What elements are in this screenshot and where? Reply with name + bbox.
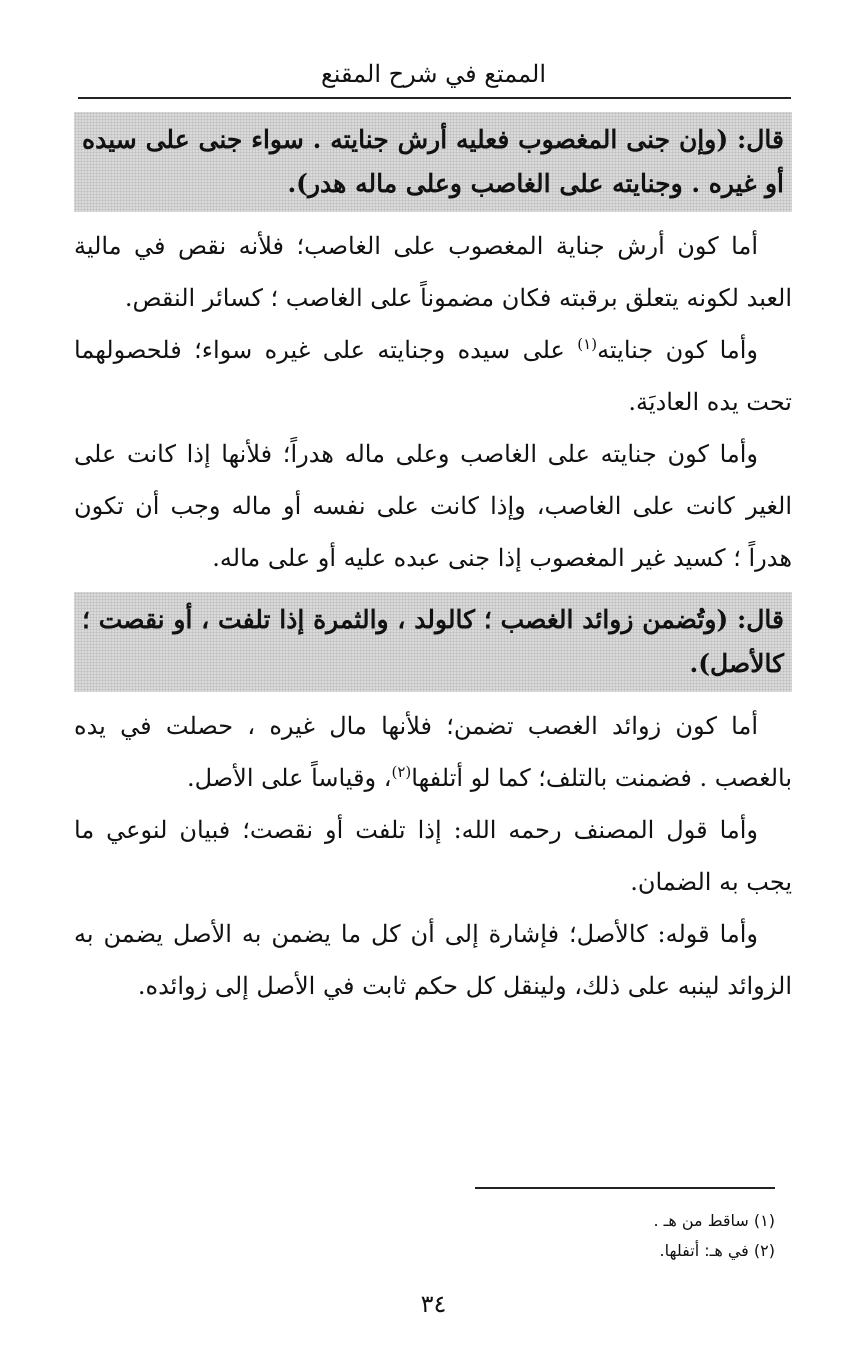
paragraph-text: ، وقياساً على الأصل. (187, 764, 392, 792)
matn-prefix: قال: (728, 125, 784, 154)
header-rule (78, 97, 791, 99)
footnotes (375, 1206, 775, 1266)
matn-block-1 (74, 112, 792, 212)
paragraph-text: على سيده وجنايته على غيره سواء؛ فلحصولهما تحت يده العاديَة. (74, 336, 792, 416)
commentary-paragraph: أما كون أرش جناية المغصوب على الغاصب؛ فلأنه نقص في مالية العبد لكونه يتعلق برقبته فكان مضموناً على الغاصب ؛ كسائر النقص. (74, 232, 792, 312)
main-text (74, 112, 792, 1012)
footnote-ref-2: (٢) (391, 763, 412, 781)
matn-text: (وإن جنى المغصوب فعليه أرش جنايته . سواء جنى على سيده أو غيره . وجنايته على الغاصب وعلى ماله هدر). (82, 125, 784, 198)
matn-block-2 (74, 592, 792, 692)
footnote-1: (١) ساقط من هـ . (653, 1211, 775, 1230)
matn-text: (وتُضمن زوائد الغصب ؛ كالولد ، والثمرة إذا تلفت ، أو نقصت ؛ كالأصل). (82, 605, 784, 678)
commentary-paragraph (74, 324, 792, 428)
footnote-2: (٢) في هـ: أتفلها. (659, 1241, 775, 1260)
page-number: ٣٤ (420, 1290, 447, 1318)
commentary-paragraph: وأما قوله: كالأصل؛ فإشارة إلى أن كل ما يضمن به الأصل يضمن به الزوائد لينبه على ذلك، ولينقل كل حكم ثابت في الأصل إلى زوائده. (74, 920, 792, 1000)
footnote-rule (475, 1187, 775, 1189)
commentary-paragraph: وأما كون جنايته على الغاصب وعلى ماله هدراً؛ فلأنها إذا كانت على الغير كانت على الغاصب، وإذا كانت على نفسه أو ماله وجب أن تكون هدراً ؛ كسيد غير المغصوب إذا جنى عبده عليه أو على ماله. (74, 440, 792, 572)
commentary-paragraph (74, 700, 792, 804)
running-header-title: الممتع في شرح المقنع (321, 60, 546, 88)
commentary-paragraph: وأما قول المصنف رحمه الله: إذا تلفت أو نقصت؛ فبيان لنوعي ما يجب به الضمان. (74, 816, 792, 896)
matn-prefix: قال: (728, 605, 784, 634)
paragraph-text: أما كون زوائد الغصب تضمن؛ فلأنها مال غيره ، حصلت في يده بالغصب . فضمنت بالتلف؛ كما لو أتلفها (74, 712, 792, 792)
footnote-ref-1: (١) (577, 335, 598, 353)
paragraph-text: وأما كون جنايته (597, 336, 758, 364)
